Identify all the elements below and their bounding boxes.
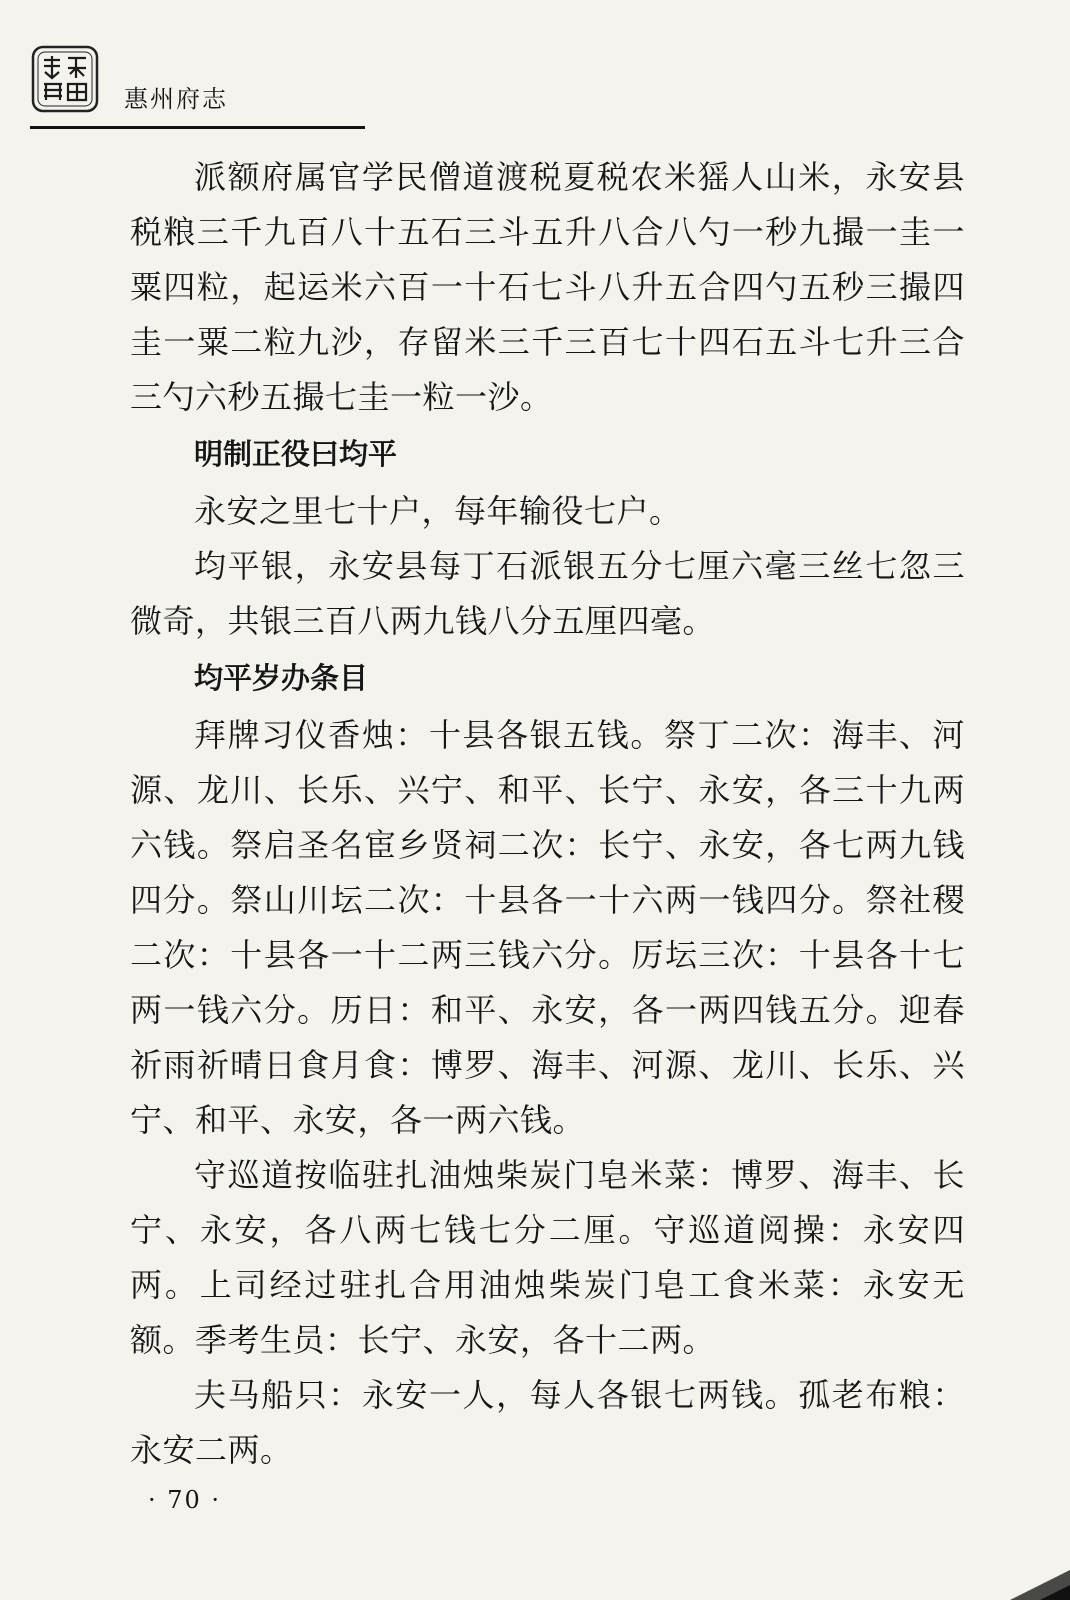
seal-logo-icon bbox=[30, 44, 100, 114]
paragraph-porters-orphans: 夫马船只：永安一人，每人各银七两钱。孤老布粮：永安二两。 bbox=[130, 1376, 965, 1469]
paragraph-patrol-expenses: 守巡道按临驻扎油烛柴炭门皂米菜：博罗、海丰、长宁、永安，各八两七钱七分二厘。守巡道阅操：永安四两。上司经过驻扎合用油烛柴炭门皂工食米菜：永安无额。季考生员：长宁、永安，各十二两。 bbox=[130, 1156, 965, 1359]
header-title: 惠州府志 bbox=[124, 85, 228, 113]
section-heading-zhengyi: 明制正役曰均平 bbox=[194, 437, 398, 471]
paragraph-junping-silver: 均平银，永安县每丁石派银五分七厘六毫三丝七忽三微奇，共银三百八两九钱八分五厘四毫。 bbox=[130, 547, 965, 640]
page-number: · 70 · bbox=[148, 1486, 222, 1514]
body-text bbox=[130, 150, 965, 1478]
paragraph-households: 永安之里七十户，每年输役七户。 bbox=[194, 492, 682, 530]
header-divider bbox=[30, 126, 365, 129]
paragraph-rituals: 拜牌习仪香烛：十县各银五钱。祭丁二次：海丰、河源、龙川、长乐、兴宁、和平、长宁、永安，各三十九两六钱。祭启圣名宦乡贤祠二次：长宁、永安，各七两九钱四分。祭山川坛二次：十县各一十六两一钱四分。祭社稷二次：十县各一十二两三钱六分。厉坛三次：十县各十七两一钱六分。历日：和平、永安，各一两四钱五分。迎春祈雨祈晴日食月食：博罗、海丰、河源、龙川、长乐、兴宁、和平、永安，各一两六钱。 bbox=[130, 716, 965, 1139]
section-heading-annual-items: 均平岁办条目 bbox=[194, 661, 369, 695]
scan-edge-mark bbox=[980, 1560, 1070, 1600]
paragraph-tax-grain: 派额府属官学民僧道渡税夏税农米猺人山米，永安县税粮三千九百八十五石三斗五升八合八勺一秒九撮一圭一粟四粒，起运米六百一十石七斗八升五合四勺五秒三撮四圭一粟二粒九沙，存留米三千三百七十四石五斗七升三合三勺六秒五撮七圭一粒一沙。 bbox=[130, 158, 965, 416]
